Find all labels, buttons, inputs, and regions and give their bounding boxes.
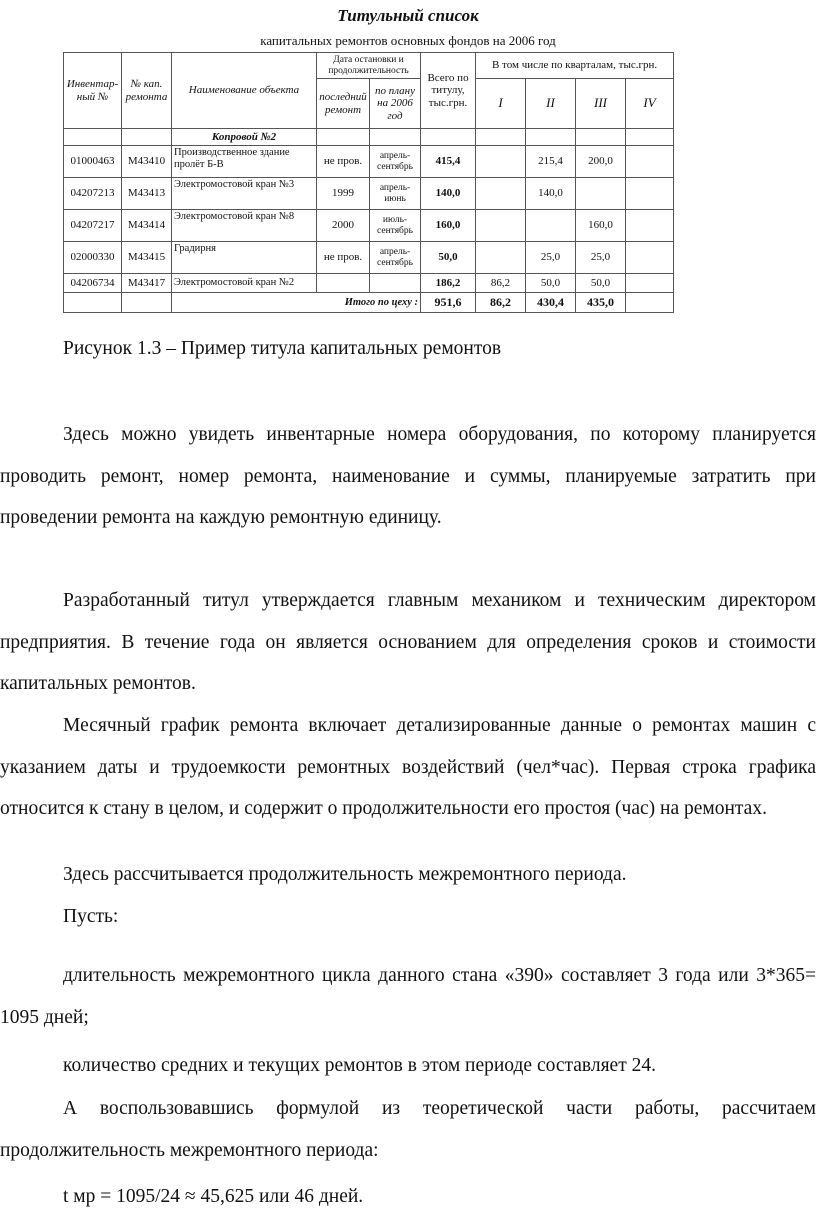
cell-inventory: 04206734: [64, 274, 122, 293]
table-row: [64, 242, 674, 274]
repair-title-table: [63, 52, 674, 313]
cell-q3: 50,0: [576, 274, 626, 293]
cell-object-name: Градирня: [172, 242, 317, 274]
header-stop-date: Дата остановки и продолжительность: [317, 53, 421, 79]
cell-inventory: 02000330: [64, 242, 122, 274]
table-row: [64, 178, 674, 210]
paragraph: [0, 1088, 816, 1171]
table-row: [64, 274, 674, 293]
cell-q2: 215,4: [526, 146, 576, 178]
cell-q4: [626, 274, 674, 293]
paragraph: [0, 705, 816, 830]
paragraph: [0, 955, 816, 1038]
paragraph-text: Пусть:: [63, 906, 119, 927]
cell-q3: 160,0: [576, 210, 626, 242]
cell-inventory: 04207217: [64, 210, 122, 242]
cell-repair-no: М43413: [122, 178, 172, 210]
header-last-repair: последний ремонт: [317, 79, 370, 129]
cell-total: 186,2: [421, 274, 476, 293]
header-by-quarter: В том числе по кварталам, тыс.грн.: [476, 53, 674, 79]
paragraph-text: длительность межремонтного цикла данного стана «390» составляет 3 года или 3*365= 1095 дней;: [0, 965, 816, 1028]
totals-label: Итого по цеху :: [172, 293, 421, 313]
figure-title: Титульный список: [337, 6, 479, 25]
cell-q4: [626, 146, 674, 178]
cell-object-name: Электромостовой кран №8: [172, 210, 317, 242]
totals-q1: 86,2: [476, 293, 526, 313]
cell-q4: [626, 210, 674, 242]
paragraph-text: А воспользовавшись формулой из теоретической части работы, рассчитаем продолжительность межремонтного периода:: [0, 1098, 816, 1161]
cell-total: 415,4: [421, 146, 476, 178]
cell-q3: [576, 178, 626, 210]
cell-total: 160,0: [421, 210, 476, 242]
totals-total: 951,6: [421, 293, 476, 313]
cell-inventory: 04207213: [64, 178, 122, 210]
cell-q1: [476, 146, 526, 178]
paragraph: [0, 580, 816, 705]
cell-repair-no: М43410: [122, 146, 172, 178]
cell-repair-no: М43417: [122, 274, 172, 293]
cell-last-repair: не пров.: [317, 146, 370, 178]
cell-q4: [626, 242, 674, 274]
cell-total: 140,0: [421, 178, 476, 210]
cell-q2: [526, 210, 576, 242]
cell-repair-no: М43415: [122, 242, 172, 274]
figure-caption: Рисунок 1.3 – Пример титула капитальных ремонтов: [63, 338, 502, 359]
cell-last-repair: [317, 274, 370, 293]
cell-last-repair: не пров.: [317, 242, 370, 274]
cell-object-name: Электромостовой кран №2: [172, 274, 317, 293]
header-q4: IV: [626, 79, 674, 129]
cell-q1: [476, 210, 526, 242]
cell-q3: 25,0: [576, 242, 626, 274]
section-label: Копровой №2: [172, 129, 317, 146]
figure-subtitle: капитальных ремонтов основных фондов на 2006 год: [260, 33, 556, 48]
header-q1: I: [476, 79, 526, 129]
totals-row: [64, 293, 674, 313]
paragraph-text: Месячный график ремонта включает детализированные данные о ремонтах машин с указанием даты и трудоемкости ремонтных воздействий (чел*час). Первая строка графика относится к стану в целом, и содержит о продолжительности его простоя (час) на ремонтах.: [0, 715, 816, 819]
header-object-name: Наименование объекта: [172, 53, 317, 129]
header-q3: III: [576, 79, 626, 129]
header-by-plan: по плану на 2006 год: [370, 79, 421, 129]
cell-total: 50,0: [421, 242, 476, 274]
totals-q4: [626, 293, 674, 313]
cell-by-plan: июль-сентябрь: [370, 210, 421, 242]
cell-last-repair: 2000: [317, 210, 370, 242]
paragraph: [0, 414, 816, 539]
cell-by-plan: [370, 274, 421, 293]
cell-repair-no: М43414: [122, 210, 172, 242]
cell-q1: [476, 242, 526, 274]
paragraph-text: количество средних и текущих ремонтов в этом периоде составляет 24.: [63, 1055, 656, 1076]
cell-q3: 200,0: [576, 146, 626, 178]
paragraph-text: Здесь рассчитывается продолжительность межремонтного периода.: [63, 864, 627, 885]
header-inventory: Инвентар-ный №: [64, 53, 122, 129]
cell-q1: 86,2: [476, 274, 526, 293]
header-total: Всего по титулу, тыс.грн.: [421, 53, 476, 129]
cell-q2: 25,0: [526, 242, 576, 274]
header-repair-no: № кап. ремонта: [122, 53, 172, 129]
totals-q2: 430,4: [526, 293, 576, 313]
header-q2: II: [526, 79, 576, 129]
cell-by-plan: апрель-июнь: [370, 178, 421, 210]
cell-q2: 140,0: [526, 178, 576, 210]
cell-by-plan: апрель-сентябрь: [370, 146, 421, 178]
cell-object-name: Электромостовой кран №3: [172, 178, 317, 210]
cell-q1: [476, 178, 526, 210]
cell-inventory: 01000463: [64, 146, 122, 178]
cell-q4: [626, 178, 674, 210]
cell-q2: 50,0: [526, 274, 576, 293]
paragraph-text: Разработанный титул утверждается главным механиком и техническим директором предприятия. В течение года он является основанием для определения сроков и стоимости капитальных ремонтов.: [0, 590, 816, 694]
paragraph-text: Здесь можно увидеть инвентарные номера оборудования, по которому планируется проводить ремонт, номер ремонта, наименование и суммы, планируемые затратить при проведении ремонта на каждую ремонтную единицу.: [0, 424, 816, 528]
totals-q3: 435,0: [576, 293, 626, 313]
paragraph-text: t мр = 1095/24 ≈ 45,625 или 46 дней.: [63, 1186, 364, 1207]
cell-by-plan: апрель-сентябрь: [370, 242, 421, 274]
cell-object-name: Производственное здание пролёт Б-В: [172, 146, 317, 178]
cell-last-repair: 1999: [317, 178, 370, 210]
table-row: [64, 210, 674, 242]
table-row: [64, 146, 674, 178]
